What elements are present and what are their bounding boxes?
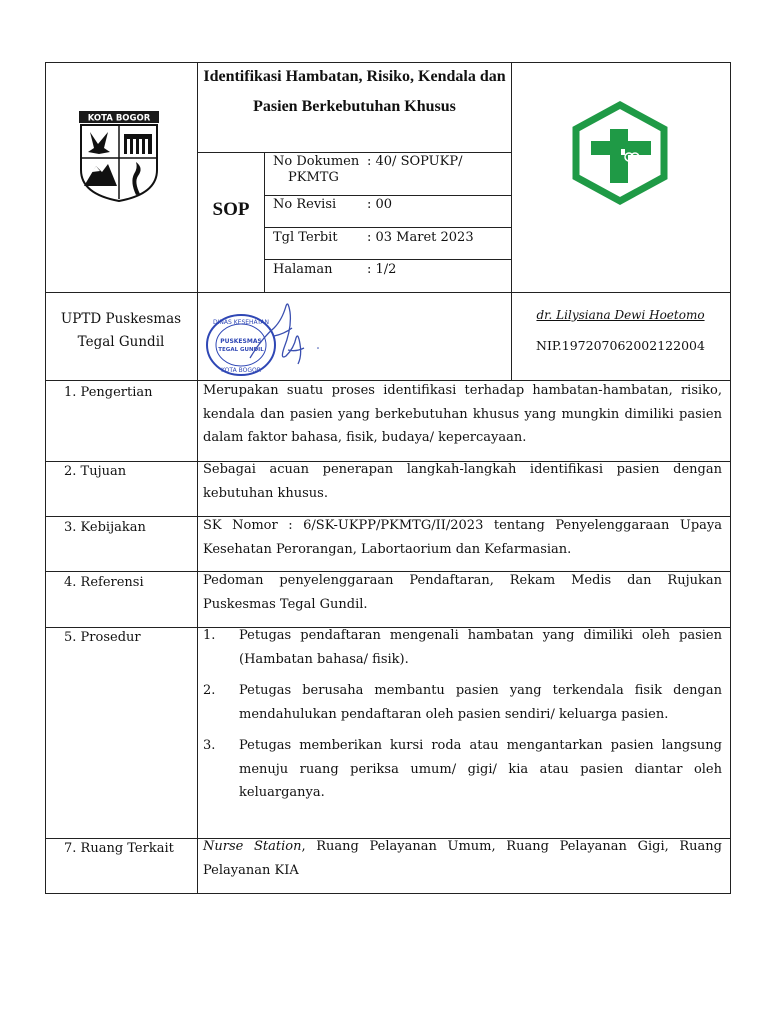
- procedure-step-text: Petugas berusaha membantu pasien yang terkendala fisik dengan mendahulukan pendaftaran oleh pasien sendiri/ keluarga pasien.: [239, 683, 722, 722]
- procedure-step: [203, 679, 722, 726]
- ruang-italic-text: Nurse Station: [203, 839, 302, 854]
- org-line-1: UPTD Puskesmas: [60, 311, 182, 327]
- section-text-kebijakan: SK Nomor : 6/SK-UKPP/PKMTG/II/2023 tentang Penyelenggaraan Upaya Kesehatan Perorangan, Labortaorium dan Kefarmasian.: [203, 518, 722, 557]
- section-text-referensi: Pedoman penyelenggaraan Pendaftaran, Rekam Medis dan Rujukan Puskesmas Tegal Gundil.: [203, 573, 722, 612]
- revision-label: No Revisi: [273, 197, 337, 212]
- procedure-step: [203, 624, 722, 671]
- section-label-ruang-terkait: 7. Ruang Terkait: [64, 841, 174, 856]
- section-label-referensi: 4. Referensi: [64, 575, 144, 590]
- issued-value: : 03 Maret 2023: [367, 230, 474, 245]
- section-text-ruang-terkait: [203, 835, 722, 882]
- signer-nip: NIP.197207062002122004: [536, 338, 705, 353]
- kota-bogor-crest-icon: [78, 110, 160, 202]
- procedure-step-number: 2.: [203, 683, 216, 698]
- issued-label: Tgl Terbit: [273, 230, 338, 245]
- section-text-tujuan: Sebagai acuan penerapan langkah-langkah identifikasi pasien dengan kebutuhan khusus.: [203, 462, 722, 501]
- sop-label: SOP: [212, 199, 250, 220]
- revision-value: : 00: [367, 197, 393, 212]
- section-text-pengertian: Merupakan suatu proses identifikasi terhadap hambatan-hambatan, risiko, kendala dan pasien yang berkebutuhan khusus yang mungkin dimiliki pasien dalam faktor bahasa, fisik, budaya/ kepercayaan.: [203, 383, 722, 445]
- section-label-kebijakan: 3. Kebijakan: [64, 520, 146, 535]
- doc-no-value: : 40/ SOPUKP/: [367, 154, 463, 169]
- crest-text: KOTA BOGOR: [87, 113, 151, 124]
- procedure-step-number: 1.: [203, 628, 216, 643]
- signature-icon: [240, 298, 330, 374]
- stamp-bottom-text: KOTA BOGOR: [221, 367, 261, 374]
- section-label-tujuan: 2. Tujuan: [64, 464, 127, 479]
- puskesmas-logo-icon: [569, 101, 671, 205]
- section-label-prosedur: 5. Prosedur: [64, 630, 141, 645]
- org-line-2: Tegal Gundil: [77, 334, 165, 350]
- procedure-step-number: 3.: [203, 738, 216, 753]
- procedure-list: [203, 624, 722, 805]
- signer-name: dr. Lilysiana Dewi Hoetomo: [536, 308, 705, 322]
- page-label: Halaman: [273, 262, 333, 277]
- ruang-rest-text: , Ruang Pelayanan Umum, Ruang Pelayanan Gigi, Ruang Pelayanan KIA: [203, 839, 722, 878]
- stamp-mid-text-1: PUSKESMAS: [220, 338, 262, 345]
- page-value: : 1/2: [367, 262, 397, 277]
- procedure-step: [203, 734, 722, 805]
- doc-no-label: No Dokumen: [273, 154, 360, 169]
- stamp-top-text: DINAS KESEHATAN: [213, 319, 269, 326]
- doc-no-value-line2: PKMTG: [288, 170, 339, 185]
- procedure-step-text: Petugas pendaftaran mengenali hambatan yang dimiliki oleh pasien (Hambatan bahasa/ fisik).: [239, 628, 722, 667]
- stamp-mid-text-2: TEGAL GUNDIL: [218, 347, 264, 353]
- procedure-step-text: Petugas memberikan kursi roda atau mengantarkan pasien langsung menuju ruang periksa umum/ gigi/ kia atau pasien diantar oleh keluarganya.: [239, 738, 722, 800]
- document-title: Identifikasi Hambatan, Risiko, Kendala dan Pasien Berkebutuhan Khusus: [203, 68, 506, 115]
- section-label-pengertian: 1. Pengertian: [64, 385, 153, 400]
